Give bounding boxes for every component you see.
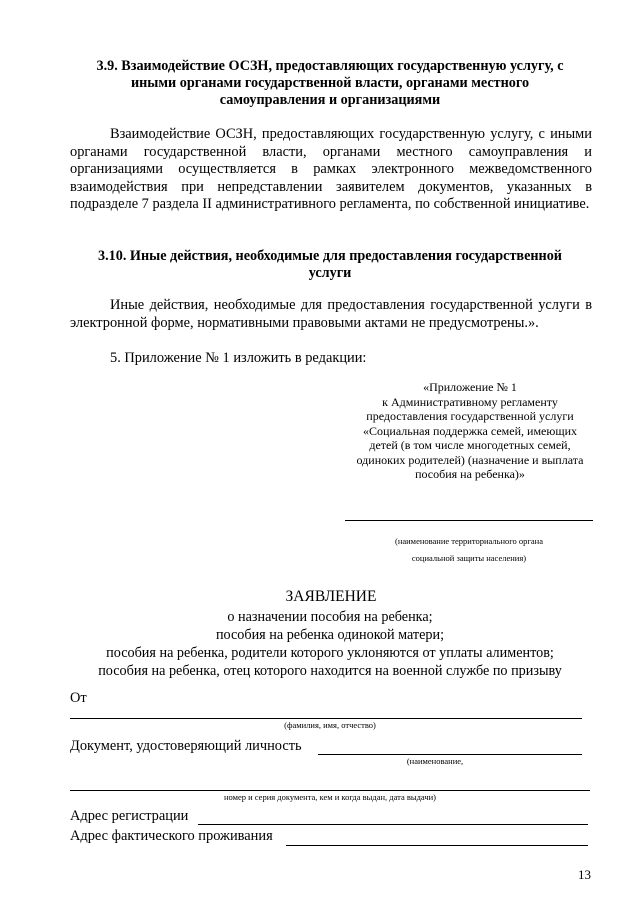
fio-caption: (фамилия, имя, отчество) [284, 720, 376, 730]
section-3-10-body: Иные действия, необходимые для предоставления государственной услуги в электронной форме, нормативными правовыми актами не предусмотрены.». [70, 297, 592, 331]
actual-address-input-line[interactable] [286, 845, 588, 846]
appendix-line: детей (в том числе многодетных семей, [369, 438, 571, 452]
section-3-10-heading [70, 248, 590, 282]
appendix-line: пособия на ребенка)» [415, 467, 525, 481]
appendix-line: «Социальная поддержка семей, имеющих [363, 423, 577, 438]
appendix-line: к Административному регламенту [382, 394, 558, 409]
heading-line: услуги [308, 265, 352, 281]
organ-name-line [345, 520, 593, 521]
section-3-9-heading [70, 58, 590, 109]
statement-line: пособия на ребенка, отец которого находится на военной службе по призыву [98, 663, 562, 679]
id-doc-label: Документ, удостоверяющий личность [70, 738, 302, 754]
fio-input-line[interactable] [70, 718, 582, 719]
from-label: От [70, 690, 87, 706]
heading-line: 3.9. Взаимодействие ОСЗН, предоставляющих государственную услугу, с [96, 58, 564, 74]
organ-caption-2: социальной защиты населения) [411, 553, 527, 563]
doc-details-caption: номер и серия документа, кем и когда выдан, дата выдачи) [223, 792, 437, 802]
heading-line: иными органами государственной власти, органами местного [130, 75, 530, 91]
heading-line: 3.10. Иные действия, необходимые для предоставления государственной [97, 248, 562, 264]
statement-line: пособия на ребенка одинокой матери; [215, 627, 445, 643]
appendix-line: предоставления государственной услуги [366, 409, 574, 423]
reg-address-input-line[interactable] [198, 824, 588, 825]
actual-address-label: Адрес фактического проживания [70, 828, 273, 844]
appendix-line: «Приложение № 1 [423, 380, 517, 394]
organ-caption-1: (наименование территориального органа [394, 536, 543, 546]
appendix-reference [345, 380, 595, 482]
id-doc-caption: (наименование, [406, 756, 464, 766]
section-3-9-body: Взаимодействие ОСЗН, предоставляющих государственную услугу, с иными органами государственной власти, органами местного самоуправления и организациями осуществляется в рамках электронного межведомственного взаимодействия при непредставлении заявителем документов, указанных в подразделе 7 раздела II административного регламента, по собственной инициативе. [70, 126, 592, 212]
statement-subtitle [60, 608, 600, 680]
reg-address-label: Адрес регистрации [70, 808, 189, 824]
statement-line: пособия на ребенка, родители которого уклоняются от уплаты алиментов; [106, 645, 554, 661]
doc-details-input-line[interactable] [70, 790, 590, 791]
statement-title: ЗАЯВЛЕНИЕ [285, 588, 377, 605]
item-5-text: 5. Приложение № 1 изложить в редакции: [110, 350, 367, 366]
id-doc-input-line[interactable] [318, 754, 582, 755]
appendix-line: одиноких родителей) (назначение и выплата [356, 452, 584, 467]
page-number: 13 [578, 867, 591, 882]
statement-line: о назначении пособия на ребенка; [227, 609, 433, 625]
heading-line: самоуправления и организациями [219, 92, 441, 108]
